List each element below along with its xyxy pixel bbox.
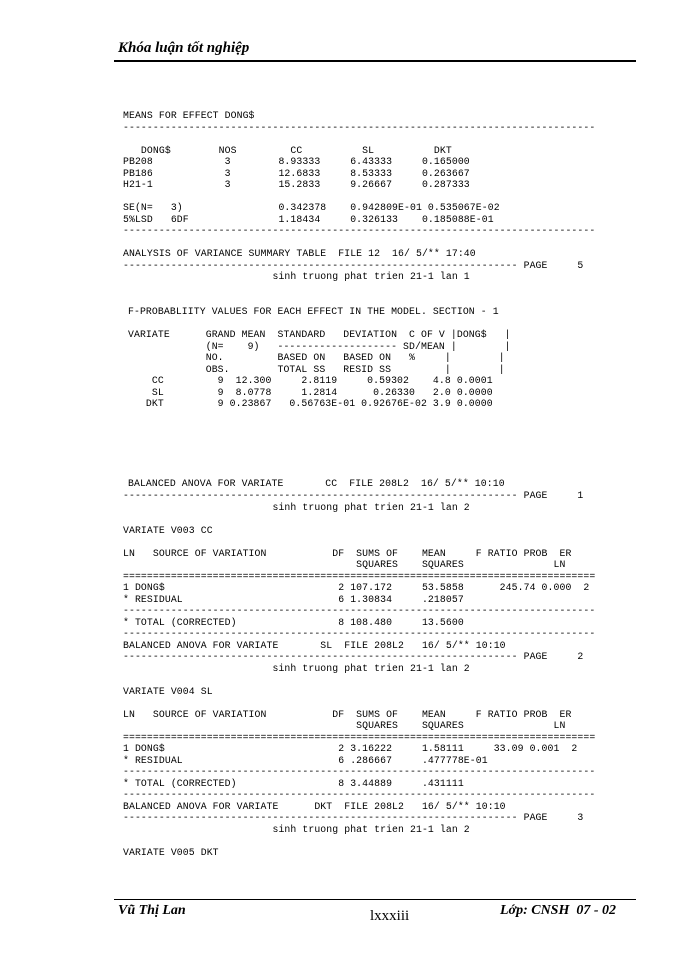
footer-page-number: lxxxiii — [370, 908, 410, 924]
f-probability-table: F-PROBABLIITY VALUES FOR EACH EFFECT IN THE MODEL. SECTION - 1 VARIATE GRAND MEAN STANDARD DEVIATION C OF V |DONG$ | (N= 9) -------------------- SD/MEAN | | NO. BASED ON BASED ON % | | OBS. TOTAL SS RESID SS | | CC 9 12.300 2.8119 0.59302 4.8 0.0001 SL 9 8.0778 1.2814 0.26330 2.0 0.0000 DKT 9 0.23867 0.56763E-01 0.92676E-02 3.9 0.0000 — [128, 306, 511, 409]
balanced-anova-tables: ------------------------------------------------------------------ PAGE 1 sinh truong phat trien 21-1 lan 2 VARIATE V003 CC LN SOURCE OF VARIATION DF SUMS OF MEAN F RATIO PROB ER SQUARES SQUARES LN =============================================================================== 1 DONG$ 2 107.172 53.5858 245.74 0.000 2 * RESIDUAL 6 1.30834 .218057 ------------------------------------------------------------------------------- * TOTAL (CORRECTED) 8 108.480 13.5600 ------------------------------------------------------------------------------- BALANCED ANOVA FOR VARIATE SL FILE 208L2 16/ 5/** 10:10 ------------------------------------------------------------------ PAGE 2 sinh truong phat trien 21-1 lan 2 VARIATE V004 SL LN SOURCE OF VARIATION DF SUMS OF MEAN F RATIO PROB ER SQUARES SQUARES LN =============================================================================== 1 DONG$ 2 3.16222 1.58111 33.09 0.001 2 * RESIDUAL 6 .286667 .477778E-01 ------------------------------------------------------------------------------- * TOTAL (CORRECTED) 8 3.44889 .431111 ------------------------------------------------------------------------------- BALANCED ANOVA FOR VARIATE DKT FILE 208L2 16/ 5/** 10:10 ------------------------------------------------------------------ PAGE 3 sinh truong phat trien 21-1 lan 2 VARIATE V005 DKT — [123, 490, 596, 858]
document-header-title: Khóa luận tốt nghiệp — [118, 40, 250, 56]
anova-summary-table-header: ANALYSIS OF VARIANCE SUMMARY TABLE FILE 12 16/ 5/** 17:40 ------------------------------------------------------------------ PAGE 5 sinh truong phat trien 21-1 lan 1 — [123, 248, 584, 282]
footer-rule — [114, 899, 636, 900]
footer-class: Lớp: CNSH 07 - 02 — [500, 903, 617, 918]
footer-author: Vũ Thị Lan — [118, 903, 186, 918]
means-for-effect-table: MEANS FOR EFFECT DONG$ ------------------------------------------------------------------------------- DONG$ NOS CC SL DKT PB208 3 8.93333 6.43333 0.165000 PB186 3 12.6833 8.53333 0.263667 H21-1 3 15.2833 9.26667 0.287333 SE(N= 3) 0.342378 0.942809E-01 0.535067E-02 5%LSD 6DF 1.18434 0.326133 0.185088E-01 ------------------------------------------------------------------------------- — [123, 110, 596, 236]
header-rule — [114, 60, 636, 62]
balanced-anova-cc-title: BALANCED ANOVA FOR VARIATE CC FILE 208L2 16/ 5/** 10:10 — [128, 478, 505, 489]
